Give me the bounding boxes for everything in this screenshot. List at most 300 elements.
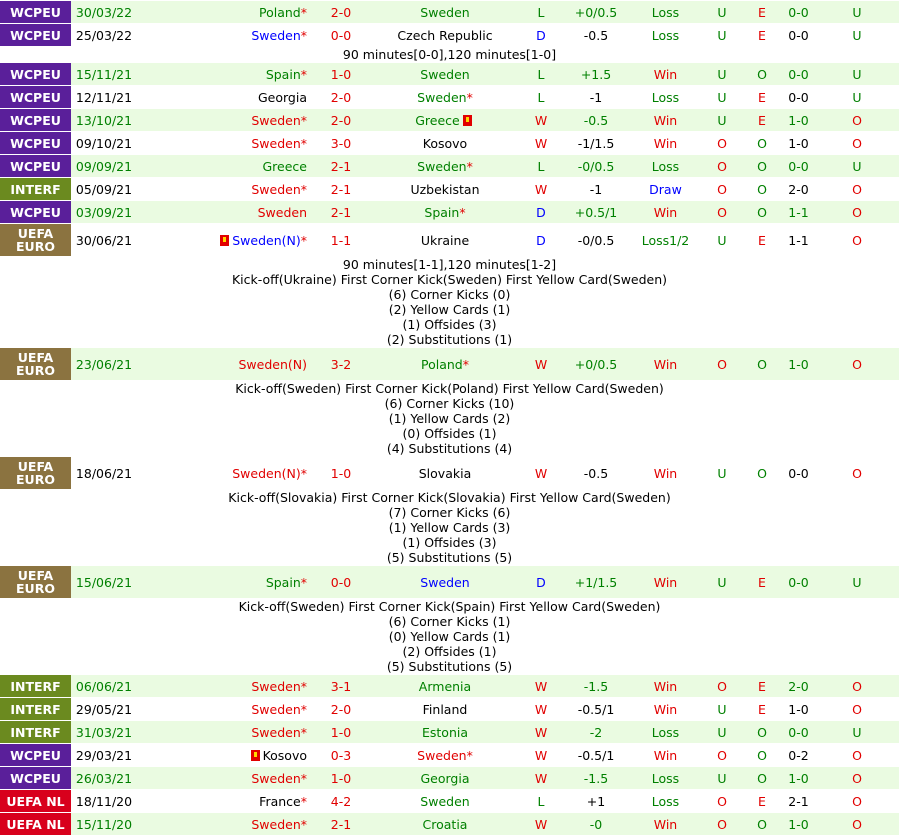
away-team-name[interactable]: Czech Republic bbox=[397, 27, 493, 43]
away-team-cell[interactable] bbox=[371, 86, 519, 108]
away-team-cell[interactable] bbox=[371, 675, 519, 697]
half-time-over-under: O bbox=[815, 178, 899, 200]
odd-even: O bbox=[742, 155, 782, 177]
half-time-over-under: U bbox=[815, 566, 899, 598]
away-team-star: * bbox=[466, 89, 473, 105]
win-loss-indicator: L bbox=[519, 63, 563, 85]
match-detail-line: (6) Corner Kicks (10) bbox=[384, 396, 515, 411]
away-team-name[interactable]: Poland bbox=[421, 356, 463, 372]
away-team-name[interactable]: Finland bbox=[422, 701, 468, 717]
match-row bbox=[0, 178, 899, 200]
match-score[interactable]: 2-0 bbox=[311, 698, 371, 720]
over-under: U bbox=[702, 767, 742, 789]
over-under: U bbox=[702, 63, 742, 85]
over-under: U bbox=[702, 698, 742, 720]
away-team-name[interactable]: Croatia bbox=[422, 816, 468, 832]
over-under: O bbox=[702, 790, 742, 812]
home-team-star: * bbox=[300, 701, 307, 717]
odd-even: E bbox=[742, 86, 782, 108]
half-time-score: 0-2 bbox=[782, 744, 815, 766]
over-under: O bbox=[702, 178, 742, 200]
away-team-cell[interactable] bbox=[371, 63, 519, 85]
home-team-cell[interactable] bbox=[137, 155, 311, 177]
away-team-cell[interactable] bbox=[371, 178, 519, 200]
match-detail-line: (1) Offsides (3) bbox=[402, 317, 497, 332]
away-team-star: * bbox=[466, 747, 473, 763]
handicap-result: Win bbox=[629, 201, 702, 223]
home-team-star: * bbox=[300, 135, 307, 151]
win-loss-indicator: W bbox=[519, 178, 563, 200]
competition-badge[interactable]: UEFA EURO bbox=[0, 224, 71, 256]
home-team-name[interactable]: Greece bbox=[262, 158, 307, 174]
win-loss-indicator: W bbox=[519, 348, 563, 380]
handicap-result: Loss bbox=[629, 1, 702, 23]
home-team-cell[interactable] bbox=[137, 744, 311, 766]
match-score[interactable]: 2-1 bbox=[311, 201, 371, 223]
match-detail-line: (0) Offsides (1) bbox=[402, 426, 497, 441]
competition-badge[interactable]: INTERF bbox=[0, 698, 71, 720]
home-team-cell[interactable] bbox=[137, 1, 311, 23]
red-card-flag-icon bbox=[220, 235, 229, 246]
match-detail-cell bbox=[0, 47, 899, 62]
over-under: U bbox=[702, 1, 742, 23]
away-team-cell[interactable] bbox=[371, 457, 519, 489]
home-team-cell[interactable] bbox=[137, 63, 311, 85]
half-time-over-under: O bbox=[815, 698, 899, 720]
match-detail-line: (0) Yellow Cards (1) bbox=[388, 629, 511, 644]
over-under: U bbox=[702, 721, 742, 743]
away-team-cell[interactable] bbox=[371, 201, 519, 223]
home-team-star: * bbox=[300, 27, 307, 43]
away-team-cell[interactable] bbox=[371, 813, 519, 835]
win-loss-indicator: W bbox=[519, 767, 563, 789]
over-under: U bbox=[702, 566, 742, 598]
match-detail-row bbox=[0, 257, 899, 347]
competition-badge[interactable]: WCPEU bbox=[0, 24, 71, 46]
home-team-star: * bbox=[300, 112, 307, 128]
home-team-cell[interactable] bbox=[137, 224, 311, 256]
away-team-name[interactable]: Estonia bbox=[421, 724, 468, 740]
handicap-result: Win bbox=[629, 457, 702, 489]
match-detail-row bbox=[0, 47, 899, 62]
competition-badge[interactable]: WCPEU bbox=[0, 155, 71, 177]
home-team-star: * bbox=[300, 181, 307, 197]
win-loss-indicator: W bbox=[519, 675, 563, 697]
match-row bbox=[0, 698, 899, 720]
home-team-cell[interactable] bbox=[137, 132, 311, 154]
match-date: 26/03/21 bbox=[71, 767, 137, 789]
match-score[interactable]: 1-0 bbox=[311, 457, 371, 489]
away-team-name[interactable]: Slovakia bbox=[418, 465, 472, 481]
over-under: O bbox=[702, 813, 742, 835]
home-team-star: * bbox=[300, 816, 307, 832]
over-under: O bbox=[702, 155, 742, 177]
handicap-result: Loss bbox=[629, 721, 702, 743]
match-score[interactable]: 3-1 bbox=[311, 675, 371, 697]
home-team-name[interactable]: Sweden bbox=[251, 770, 301, 786]
away-team-star: * bbox=[459, 204, 466, 220]
home-team-cell[interactable] bbox=[137, 109, 311, 131]
away-team-cell[interactable] bbox=[371, 767, 519, 789]
home-team-star: * bbox=[300, 232, 307, 248]
away-team-cell[interactable] bbox=[371, 698, 519, 720]
match-detail-cell bbox=[0, 381, 899, 456]
odd-even: E bbox=[742, 1, 782, 23]
home-team-cell[interactable] bbox=[137, 790, 311, 812]
match-detail-row bbox=[0, 490, 899, 565]
half-time-over-under: O bbox=[815, 675, 899, 697]
odd-even: O bbox=[742, 767, 782, 789]
home-team-star: * bbox=[300, 724, 307, 740]
home-team-name[interactable]: Georgia bbox=[257, 89, 307, 105]
over-under: O bbox=[702, 201, 742, 223]
match-date: 06/06/21 bbox=[71, 675, 137, 697]
handicap-line: -0.5 bbox=[563, 109, 629, 131]
away-team-name[interactable]: Sweden bbox=[417, 89, 467, 105]
handicap-result: Loss bbox=[629, 86, 702, 108]
half-time-over-under: U bbox=[815, 86, 899, 108]
away-team-name[interactable]: Greece bbox=[415, 112, 460, 128]
match-date: 25/03/22 bbox=[71, 24, 137, 46]
match-score[interactable]: 0-0 bbox=[311, 24, 371, 46]
match-detail-row bbox=[0, 381, 899, 456]
away-team-name[interactable]: Sweden bbox=[420, 793, 470, 809]
home-team-cell[interactable] bbox=[137, 721, 311, 743]
away-team-cell[interactable] bbox=[371, 566, 519, 598]
win-loss-indicator: W bbox=[519, 744, 563, 766]
away-team-cell[interactable] bbox=[371, 224, 519, 256]
home-team-star: * bbox=[300, 793, 307, 809]
match-date: 15/11/21 bbox=[71, 63, 137, 85]
match-score[interactable]: 1-1 bbox=[311, 224, 371, 256]
over-under: U bbox=[702, 109, 742, 131]
competition-badge[interactable]: WCPEU bbox=[0, 767, 71, 789]
match-row bbox=[0, 155, 899, 177]
match-row bbox=[0, 767, 899, 789]
over-under: U bbox=[702, 24, 742, 46]
match-date: 03/09/21 bbox=[71, 201, 137, 223]
handicap-line: +1.5 bbox=[563, 63, 629, 85]
match-row bbox=[0, 1, 899, 23]
odd-even: O bbox=[742, 348, 782, 380]
away-team-name[interactable]: Spain bbox=[424, 204, 460, 220]
match-score[interactable]: 1-0 bbox=[311, 721, 371, 743]
handicap-line: -0.5/1 bbox=[563, 744, 629, 766]
match-date: 15/11/20 bbox=[71, 813, 137, 835]
odd-even: O bbox=[742, 813, 782, 835]
match-score[interactable]: 0-3 bbox=[311, 744, 371, 766]
competition-badge[interactable]: INTERF bbox=[0, 178, 71, 200]
match-detail-cell bbox=[0, 490, 899, 565]
match-date: 18/11/20 bbox=[71, 790, 137, 812]
match-score[interactable]: 0-0 bbox=[311, 566, 371, 598]
home-team-name[interactable]: Sweden bbox=[251, 816, 301, 832]
handicap-result: Win bbox=[629, 566, 702, 598]
win-loss-indicator: D bbox=[519, 224, 563, 256]
away-team-cell[interactable] bbox=[371, 109, 519, 131]
match-row bbox=[0, 348, 899, 380]
competition-badge[interactable]: WCPEU bbox=[0, 63, 71, 85]
half-time-over-under: U bbox=[815, 155, 899, 177]
home-team-name[interactable]: Kosovo bbox=[262, 747, 307, 763]
over-under: U bbox=[702, 224, 742, 256]
home-team-cell[interactable] bbox=[137, 675, 311, 697]
home-team-name[interactable]: Sweden bbox=[251, 181, 301, 197]
competition-badge[interactable]: UEFA EURO bbox=[0, 457, 71, 489]
match-row bbox=[0, 813, 899, 835]
odd-even: E bbox=[742, 109, 782, 131]
match-detail-line: (2) Offsides (1) bbox=[402, 644, 497, 659]
match-date: 31/03/21 bbox=[71, 721, 137, 743]
match-score[interactable]: 2-1 bbox=[311, 178, 371, 200]
home-team-name[interactable]: Sweden bbox=[251, 724, 301, 740]
half-time-over-under: O bbox=[815, 201, 899, 223]
win-loss-indicator: W bbox=[519, 132, 563, 154]
match-date: 23/06/21 bbox=[71, 348, 137, 380]
away-team-name[interactable]: Sweden bbox=[417, 158, 467, 174]
home-team-name[interactable]: Spain bbox=[265, 66, 301, 82]
win-loss-indicator: L bbox=[519, 790, 563, 812]
competition-badge[interactable]: UEFA EURO bbox=[0, 348, 71, 380]
away-team-cell[interactable] bbox=[371, 348, 519, 380]
handicap-line: -0 bbox=[563, 813, 629, 835]
competition-badge[interactable]: WCPEU bbox=[0, 109, 71, 131]
match-score[interactable]: 2-0 bbox=[311, 1, 371, 23]
handicap-line: -2 bbox=[563, 721, 629, 743]
home-team-name[interactable]: Sweden bbox=[251, 112, 301, 128]
home-team-name[interactable]: Sweden bbox=[251, 27, 301, 43]
home-team-name[interactable]: Poland bbox=[259, 4, 301, 20]
match-score[interactable]: 3-0 bbox=[311, 132, 371, 154]
win-loss-indicator: D bbox=[519, 566, 563, 598]
match-score[interactable]: 3-2 bbox=[311, 348, 371, 380]
away-team-cell[interactable] bbox=[371, 155, 519, 177]
away-team-cell[interactable] bbox=[371, 721, 519, 743]
away-team-name[interactable]: Sweden bbox=[420, 4, 470, 20]
handicap-line: -1 bbox=[563, 178, 629, 200]
match-date: 29/03/21 bbox=[71, 744, 137, 766]
half-time-over-under: O bbox=[815, 132, 899, 154]
half-time-score: 0-0 bbox=[782, 566, 815, 598]
win-loss-indicator: W bbox=[519, 457, 563, 489]
match-score[interactable]: 2-1 bbox=[311, 155, 371, 177]
half-time-over-under: O bbox=[815, 109, 899, 131]
half-time-over-under: O bbox=[815, 457, 899, 489]
home-team-name[interactable]: Sweden(N) bbox=[232, 465, 301, 481]
home-team-cell[interactable] bbox=[137, 767, 311, 789]
match-rows bbox=[0, 1, 899, 835]
match-score[interactable]: 1-0 bbox=[311, 767, 371, 789]
odd-even: O bbox=[742, 201, 782, 223]
home-team-star: * bbox=[300, 66, 307, 82]
match-detail-cell bbox=[0, 599, 899, 674]
match-date: 15/06/21 bbox=[71, 566, 137, 598]
match-detail-line: (6) Corner Kicks (1) bbox=[388, 614, 511, 629]
odd-even: O bbox=[742, 63, 782, 85]
match-detail-line: (5) Substitutions (5) bbox=[386, 659, 513, 674]
home-team-cell[interactable] bbox=[137, 566, 311, 598]
half-time-score: 1-0 bbox=[782, 698, 815, 720]
match-detail-line: 90 minutes[0-0],120 minutes[1-0] bbox=[342, 47, 557, 62]
competition-badge[interactable]: WCPEU bbox=[0, 744, 71, 766]
away-team-name[interactable]: Armenia bbox=[418, 678, 472, 694]
competition-badge[interactable]: UEFA NL bbox=[0, 790, 71, 812]
away-team-name[interactable]: Sweden bbox=[420, 574, 470, 590]
half-time-over-under: U bbox=[815, 721, 899, 743]
half-time-score: 0-0 bbox=[782, 86, 815, 108]
match-date: 30/03/22 bbox=[71, 1, 137, 23]
match-date: 30/06/21 bbox=[71, 224, 137, 256]
match-detail-line: (2) Yellow Cards (1) bbox=[388, 302, 511, 317]
home-team-name[interactable]: Spain bbox=[265, 574, 301, 590]
handicap-result: Win bbox=[629, 109, 702, 131]
handicap-line: -1 bbox=[563, 86, 629, 108]
half-time-score: 0-0 bbox=[782, 721, 815, 743]
home-team-cell[interactable] bbox=[137, 178, 311, 200]
home-team-cell[interactable] bbox=[137, 348, 311, 380]
half-time-score: 0-0 bbox=[782, 457, 815, 489]
away-team-cell[interactable] bbox=[371, 24, 519, 46]
match-score[interactable]: 4-2 bbox=[311, 790, 371, 812]
home-team-cell[interactable] bbox=[137, 86, 311, 108]
odd-even: O bbox=[742, 457, 782, 489]
match-detail-line: Kick-off(Sweden) First Corner Kick(Spain) First Yellow Card(Sweden) bbox=[238, 599, 661, 614]
home-team-star: * bbox=[300, 678, 307, 694]
match-score[interactable]: 1-0 bbox=[311, 63, 371, 85]
half-time-over-under: O bbox=[815, 348, 899, 380]
away-team-cell[interactable] bbox=[371, 132, 519, 154]
home-team-cell[interactable] bbox=[137, 24, 311, 46]
red-card-flag-icon bbox=[463, 115, 472, 126]
home-team-name[interactable]: Sweden bbox=[251, 135, 301, 151]
match-score[interactable]: 2-1 bbox=[311, 813, 371, 835]
competition-badge[interactable]: UEFA NL bbox=[0, 813, 71, 835]
home-team-name[interactable]: Sweden bbox=[251, 678, 301, 694]
odd-even: E bbox=[742, 790, 782, 812]
over-under: O bbox=[702, 675, 742, 697]
half-time-score: 1-1 bbox=[782, 201, 815, 223]
handicap-result: Win bbox=[629, 813, 702, 835]
match-date: 29/05/21 bbox=[71, 698, 137, 720]
away-team-cell[interactable] bbox=[371, 1, 519, 23]
handicap-result: Loss bbox=[629, 790, 702, 812]
home-team-star: * bbox=[300, 574, 307, 590]
match-detail-line: Kick-off(Sweden) First Corner Kick(Poland) First Yellow Card(Sweden) bbox=[235, 381, 664, 396]
home-team-cell[interactable] bbox=[137, 813, 311, 835]
win-loss-indicator: L bbox=[519, 155, 563, 177]
home-team-name[interactable]: France bbox=[259, 793, 301, 809]
competition-badge[interactable]: UEFA EURO bbox=[0, 566, 71, 598]
half-time-over-under: O bbox=[815, 767, 899, 789]
home-team-cell[interactable] bbox=[137, 457, 311, 489]
handicap-result: Loss1/2 bbox=[629, 224, 702, 256]
match-row bbox=[0, 675, 899, 697]
away-team-name[interactable]: Sweden bbox=[417, 747, 467, 763]
competition-badge[interactable]: WCPEU bbox=[0, 201, 71, 223]
away-team-name[interactable]: Sweden bbox=[420, 66, 470, 82]
match-date: 09/09/21 bbox=[71, 155, 137, 177]
win-loss-indicator: L bbox=[519, 86, 563, 108]
handicap-result: Win bbox=[629, 744, 702, 766]
away-team-name[interactable]: Kosovo bbox=[422, 135, 468, 151]
home-team-name[interactable]: Sweden bbox=[257, 204, 307, 220]
half-time-score: 0-0 bbox=[782, 1, 815, 23]
match-score[interactable]: 2-0 bbox=[311, 86, 371, 108]
away-team-name[interactable]: Ukraine bbox=[420, 232, 470, 248]
win-loss-indicator: W bbox=[519, 698, 563, 720]
match-date: 09/10/21 bbox=[71, 132, 137, 154]
home-team-star: * bbox=[300, 4, 307, 20]
match-detail-line: (1) Offsides (3) bbox=[402, 535, 497, 550]
match-row bbox=[0, 132, 899, 154]
competition-badge[interactable]: INTERF bbox=[0, 675, 71, 697]
handicap-result: Win bbox=[629, 698, 702, 720]
handicap-line: -0.5/1 bbox=[563, 698, 629, 720]
home-team-cell[interactable] bbox=[137, 698, 311, 720]
home-team-name[interactable]: Sweden bbox=[251, 701, 301, 717]
handicap-line: -1.5 bbox=[563, 675, 629, 697]
competition-badge[interactable]: INTERF bbox=[0, 721, 71, 743]
odd-even: E bbox=[742, 698, 782, 720]
win-loss-indicator: W bbox=[519, 109, 563, 131]
win-loss-indicator: D bbox=[519, 24, 563, 46]
match-score[interactable]: 2-0 bbox=[311, 109, 371, 131]
handicap-result: Win bbox=[629, 132, 702, 154]
half-time-score: 2-0 bbox=[782, 178, 815, 200]
half-time-over-under: U bbox=[815, 24, 899, 46]
away-team-cell[interactable] bbox=[371, 744, 519, 766]
half-time-score: 1-0 bbox=[782, 132, 815, 154]
half-time-score: 1-1 bbox=[782, 224, 815, 256]
away-team-name[interactable]: Uzbekistan bbox=[410, 181, 480, 197]
half-time-score: 1-0 bbox=[782, 813, 815, 835]
match-date: 13/10/21 bbox=[71, 109, 137, 131]
half-time-over-under: U bbox=[815, 63, 899, 85]
away-team-cell[interactable] bbox=[371, 790, 519, 812]
home-team-name[interactable]: Sweden(N) bbox=[238, 356, 307, 372]
competition-badge[interactable]: WCPEU bbox=[0, 132, 71, 154]
odd-even: E bbox=[742, 224, 782, 256]
match-row bbox=[0, 86, 899, 108]
competition-badge[interactable]: WCPEU bbox=[0, 86, 71, 108]
win-loss-indicator: D bbox=[519, 201, 563, 223]
red-card-flag-icon bbox=[251, 750, 260, 761]
half-time-score: 0-0 bbox=[782, 155, 815, 177]
handicap-result: Loss bbox=[629, 767, 702, 789]
win-loss-indicator: L bbox=[519, 1, 563, 23]
home-team-star: * bbox=[300, 465, 307, 481]
match-row bbox=[0, 744, 899, 766]
handicap-line: +1 bbox=[563, 790, 629, 812]
half-time-score: 2-0 bbox=[782, 675, 815, 697]
match-row bbox=[0, 24, 899, 46]
match-detail-cell bbox=[0, 257, 899, 347]
odd-even: O bbox=[742, 178, 782, 200]
handicap-line: -0/0.5 bbox=[563, 155, 629, 177]
competition-badge[interactable]: WCPEU bbox=[0, 1, 71, 23]
half-time-over-under: O bbox=[815, 790, 899, 812]
home-team-cell[interactable] bbox=[137, 201, 311, 223]
match-detail-line: (2) Substitutions (1) bbox=[386, 332, 513, 347]
match-row bbox=[0, 457, 899, 489]
handicap-line: -1/1.5 bbox=[563, 132, 629, 154]
away-team-name[interactable]: Georgia bbox=[420, 770, 470, 786]
home-team-name[interactable]: Sweden(N) bbox=[232, 232, 301, 248]
match-row bbox=[0, 109, 899, 131]
match-detail-line: (6) Corner Kicks (0) bbox=[388, 287, 511, 302]
win-loss-indicator: W bbox=[519, 813, 563, 835]
handicap-result: Loss bbox=[629, 24, 702, 46]
